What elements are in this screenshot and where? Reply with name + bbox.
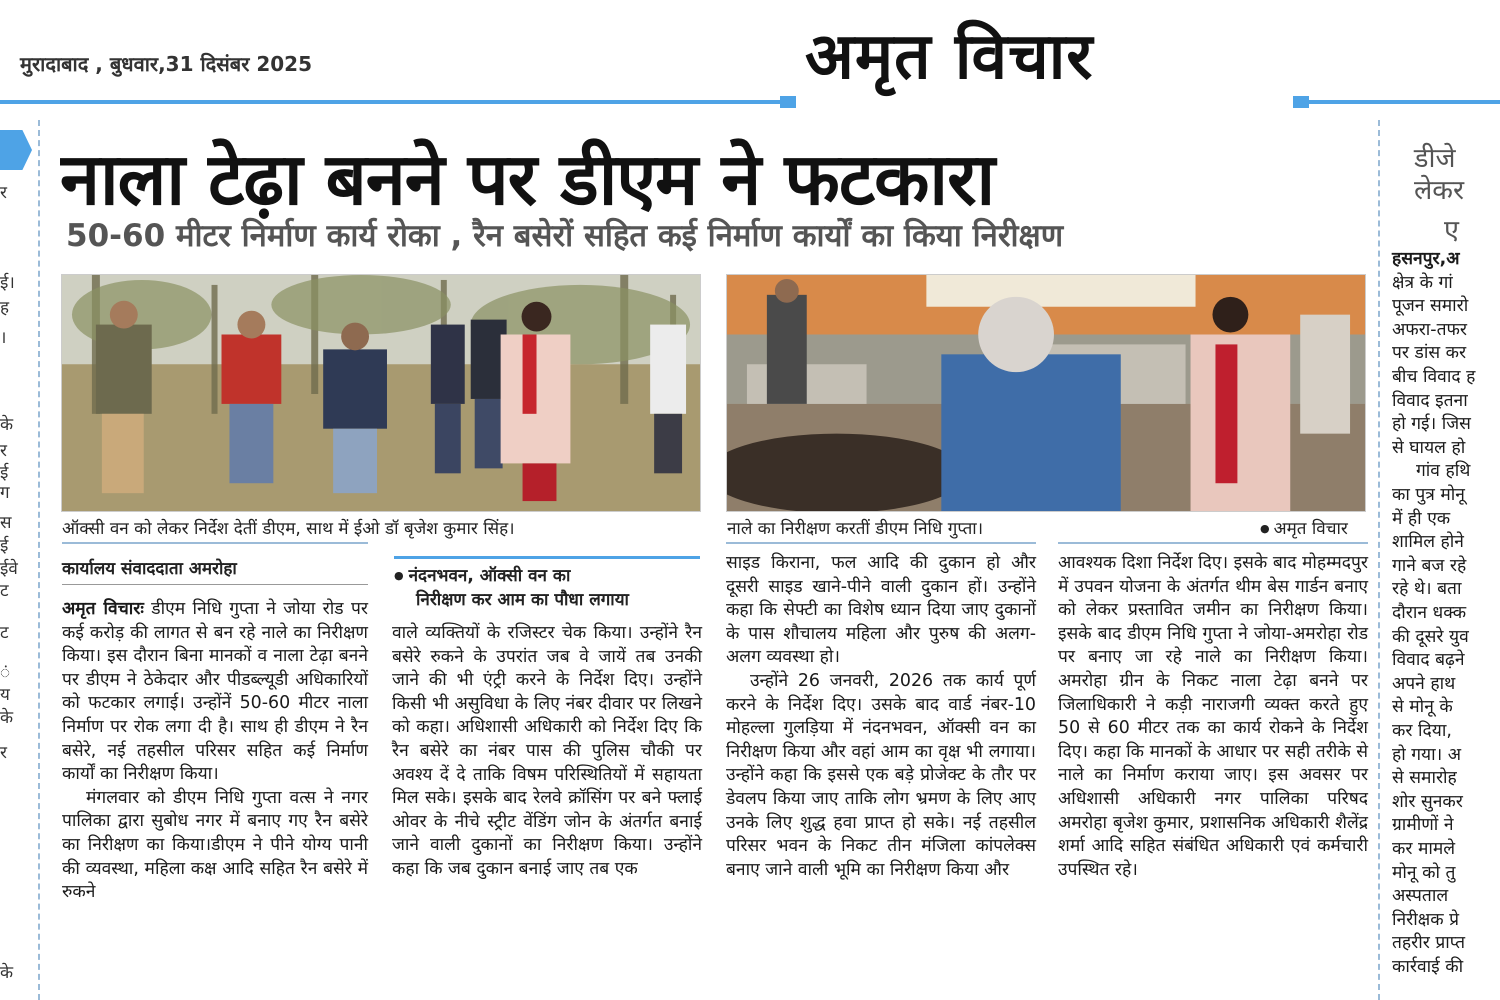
right-story-line: क्षेत्र के गां — [1392, 272, 1453, 293]
left-story-fragment: के — [0, 415, 14, 435]
right-story-line: दौरान धक्क — [1392, 603, 1467, 623]
right-story-line: अस्पताल — [1392, 886, 1449, 907]
left-story-fragment: के — [0, 708, 14, 728]
left-story-fragment: र — [0, 743, 7, 763]
article-column-2 — [392, 622, 702, 882]
right-story-line: हो गया। अ — [1392, 744, 1462, 765]
byline-rule — [62, 584, 368, 585]
right-story-line: में ही एक — [1392, 508, 1451, 529]
right-story-strip — [1378, 120, 1500, 1000]
caption-rule — [726, 542, 1036, 544]
left-story-fragment: ट — [0, 623, 9, 643]
inline-subheading-line: निरीक्षण कर आम का पौधा लगाया — [416, 590, 629, 610]
photo-credit: ● अमृत विचार — [1260, 516, 1348, 539]
caption-rule — [62, 542, 368, 544]
right-story-line: रहे थे। बता — [1392, 579, 1462, 600]
right-story-line: विवाद बढ़ने — [1392, 650, 1465, 671]
left-story-fragment: य — [0, 685, 10, 705]
article-lead: अमृत विचारः — [62, 599, 144, 619]
right-story-line: बीच विवाद ह — [1392, 367, 1476, 387]
right-story-line: से घायल हो — [1392, 437, 1466, 458]
article-column-3 — [726, 552, 1036, 882]
right-story-line: से समारोह — [1392, 768, 1457, 789]
right-story-headline: लेकर — [1414, 175, 1465, 206]
right-story-headline: ए — [1444, 215, 1459, 246]
column-paragraph: मंगलवार को डीएम निधि गुप्ता वत्स ने नगर पालिका द्वारा सुबोध नगर में बनाए गए रैन बसेरे का निरीक्षण का किया।डीएम ने पीने योग्य पानी की व्यवस्था, महिला कक्ष आदि सहित रैन बसेरे में रुकने — [62, 787, 368, 903]
photo-oxy-forest-inspection — [61, 274, 701, 512]
column-paragraph: अमृत विचारः डीएम निधि गुप्ता ने जोया रोड पर कई करोड़ की लागत से बन रहे नाले का निरीक्षण किया। इस दौरान बिना मानकों व नाला टेढ़ा बनने पर डीएम ने ठेकेदार और पीडब्ल्यूडी अधिकारियों को फटकार लगाई। उन्होंनें 50-60 मीटर नाला निर्माण पर रोक लगा दी है। साथ ही डीएम ने रैन बसेरे, नई तहसील परिसर सहित कई निर्माण कार्यों का निरीक्षण किया। — [62, 599, 368, 785]
inline-subheading — [394, 556, 700, 612]
masthead-rule-left — [0, 100, 790, 104]
right-story-line: निरीक्षक प्रे — [1392, 909, 1460, 930]
right-story-line: कार्रवाई की — [1392, 957, 1464, 977]
column-paragraph: आवश्यक दिशा निर्देश दिए। इसके बाद मोहम्मदपुर में उपवन योजना के अंतर्गत थीम बेस गार्डन बनाए को लेकर प्रस्तावित जमीन का निरीक्षण किया। इसके बाद डीएम निधि गुप्ता ने जोया-अमरोहा रोड पर बनाए जा रहे नाले का निरीक्षण किया। अमरोहा ग्रीन के निकट नाला टेढ़ा बनने पर जिलाधिकारी ने कड़ी नाराजगी व्यक्त करते हुए 50 से 60 मीटर तक का कार्य रोकने के निर्देश दिए। कहा कि मानकों के आधार पर सही तरीके से नाले का निर्माण कराया जाए। इस अवसर पर अधिशासी अधिकारी नगर पालिका परिषद अमरोहा बृजेश कुमार, प्रशासनिक अधिकारी शैलेंद्र शर्मा आदि सहित संबंधित अधिकारी एवं कर्मचारी उपस्थित रहे। — [1058, 553, 1368, 880]
article-column-4 — [1058, 552, 1368, 882]
right-story-line: अफरा-तफर — [1392, 319, 1468, 340]
right-story-line: कर मामले — [1392, 839, 1456, 859]
column-paragraph: उन्होंने 26 जनवरी, 2026 तक कार्य पूर्ण करने के निर्देश दिए। उसके बाद वार्ड नंबर-10 मोहल्ला गुलड़िया में नंदनभवन, ऑक्सी वन का निरीक्षण किया और वहां आम का वृक्ष भी लगाया। उन्होंने कहा कि इससे एक बड़े प्रोजेक्ट के तौर पर डेवलप किया जाए ताकि लोग भ्रमण के लिए आए उनके लिए शुद्ध हवा प्राप्त हो सके। नई तहसील परिसर भवन के निकट तीन मंजिला कांपलेक्स बनाए जाने वाली भूमि का निरीक्षण किया और — [726, 670, 1036, 880]
right-story-line: ग्रामीणों ने — [1392, 815, 1454, 836]
left-story-fragment: ट — [0, 581, 9, 601]
left-story-fragment: ई — [0, 463, 9, 483]
right-story-line: की दूसरे युव — [1392, 626, 1469, 647]
left-tab-marker — [0, 130, 32, 170]
right-story-line: अपने हाथ — [1392, 673, 1456, 694]
left-story-fragment: ई। — [0, 273, 15, 293]
right-story-line: हो गई। जिस — [1392, 414, 1471, 435]
newspaper-name: अमृत विचार — [805, 20, 1094, 94]
right-story-line: पूजन समारो — [1392, 296, 1469, 317]
right-story-line: शामिल होने — [1392, 532, 1464, 553]
right-story-line: गाने बज रहे — [1392, 555, 1467, 576]
inline-subheading-line: ● नंदनभवन, ऑक्सी वन का — [394, 564, 700, 588]
left-story-fragment: स — [0, 513, 12, 533]
right-story-headline: डीजे — [1414, 143, 1456, 174]
left-story-fragment: के — [0, 963, 14, 983]
column-paragraph: साइड किराना, फल आदि की दुकान हो और दूसरी साइड खाने-पीने वाली दुकान हों। उन्होंने कहा कि सेफ्टी का विशेष ध्यान दिया जाए दुकानों के पास शौचालय महिला और पुरुष की अलग-अलग व्यवस्था हो। — [726, 553, 1036, 668]
right-story-line: से मोनू के — [1392, 697, 1453, 718]
right-story-line: पर डांस कर — [1392, 343, 1467, 364]
right-story-line: मोनू को तु — [1392, 862, 1456, 883]
right-story-line: हसनपुर,अ — [1392, 249, 1460, 269]
photo-drain-inspection — [726, 274, 1366, 512]
article-byline: कार्यालय संवाददाता अमरोहा — [62, 559, 237, 579]
left-story-strip — [0, 120, 40, 1000]
left-story-fragment: ह — [0, 298, 10, 318]
article-headline: नाला टेढ़ा बनने पर डीएम ने फटकारा — [60, 137, 995, 221]
column-paragraph: वाले व्यक्तियों के रजिस्टर चेक किया। उन्होंने रैन बसेरे रुकने के उपरांत जब वे जायें तब उनकी जाने की भी एंट्री करने के निर्देश दिए। उन्होंने किसी भी असुविधा के लिए नंबर दीवार पर लिखने को कहा। अधिशासी अधिकारी को निर्देश दिए कि रैन बसेरे का नंबर पास की पुलिस चौकी पर अवश्य दें दे ताकि विषम परिस्थितियों में सहायता मिल सके। इसके बाद रेलवे क्रॉसिंग पर बने फ्लाई ओवर के नीचे स्ट्रीट वेंडिंग जोन के अंतर्गत बनाई जाने वाली दुकानों का निरीक्षण किया। उन्होंने कहा कि जब दुकान बनाई जाए तब एक — [392, 623, 702, 879]
left-story-fragment: ं — [0, 663, 11, 683]
article-subhead: 50-60 मीटर निर्माण कार्य रोका , रैन बसेरों सहित कई निर्माण कार्यों का किया निरीक्षण — [66, 218, 1064, 254]
right-story-line: तहरीर प्राप्त — [1392, 933, 1466, 954]
masthead-rule-right — [1295, 100, 1500, 104]
article-column-1 — [62, 598, 368, 905]
left-story-fragment: र — [0, 441, 7, 461]
right-story-line: विवाद इतना — [1392, 390, 1468, 411]
left-story-fragment: । — [0, 328, 7, 348]
left-story-fragment: ईवे — [0, 559, 18, 579]
right-story-line: का पुत्र मोनू — [1392, 485, 1465, 505]
left-story-fragment: र — [0, 183, 7, 203]
right-story-line: कर दिया, — [1392, 721, 1452, 741]
photo-caption: नाले का निरीक्षण करतीं डीएम निधि गुप्ता। — [727, 519, 984, 539]
masthead-rule-mark — [780, 96, 796, 108]
left-story-fragment: ग — [0, 483, 10, 503]
photo-caption: ऑक्सी वन को लेकर निर्देश देतीं डीएम, साथ में ईओ डॉ बृजेश कुमार सिंह। — [62, 519, 515, 539]
left-story-fragment: ई — [0, 536, 9, 556]
caption-rule — [1058, 542, 1368, 544]
right-story-line: शोर सुनकर — [1392, 791, 1463, 812]
right-story-line: गांव हथि — [1416, 461, 1471, 482]
masthead-dateline: मुरादाबाद , बुधवार,31 दिसंबर 2025 — [20, 52, 313, 76]
